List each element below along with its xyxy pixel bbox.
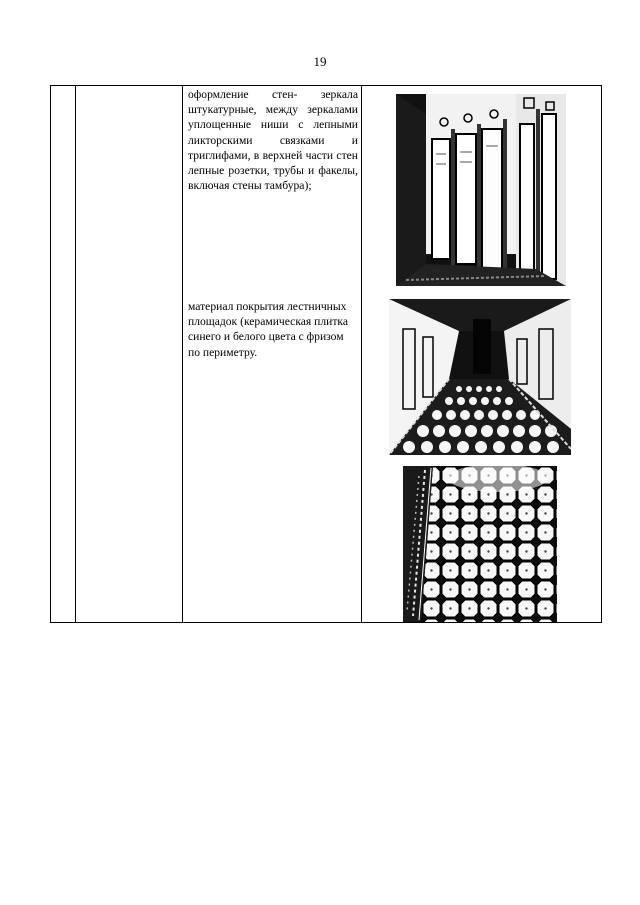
table-row — [51, 86, 602, 623]
table-cell-object — [76, 86, 183, 623]
document-table — [50, 85, 602, 623]
photo-stair-landing-corridor — [389, 299, 571, 455]
photo-vestibule-walls — [396, 94, 566, 286]
description-walls: оформление стен- зеркала штукатурные, между зеркалами уплощенные ниши с лепными ликторскими связками и триглифами, в верхней части стен лепные розетки, трубы и факелы, включая стены тамбура); — [188, 88, 358, 193]
table-cell-number — [51, 86, 76, 623]
photo-floor-tiles-closeup — [403, 466, 557, 622]
page-number: 19 — [313, 54, 327, 69]
table-cell-photos — [362, 86, 602, 623]
description-stair-landing: материал покрытия лестничных площадок (керамическая плитка синего и белого цвета с фризом по периметру. — [188, 300, 349, 359]
table-cell-description — [183, 86, 362, 623]
